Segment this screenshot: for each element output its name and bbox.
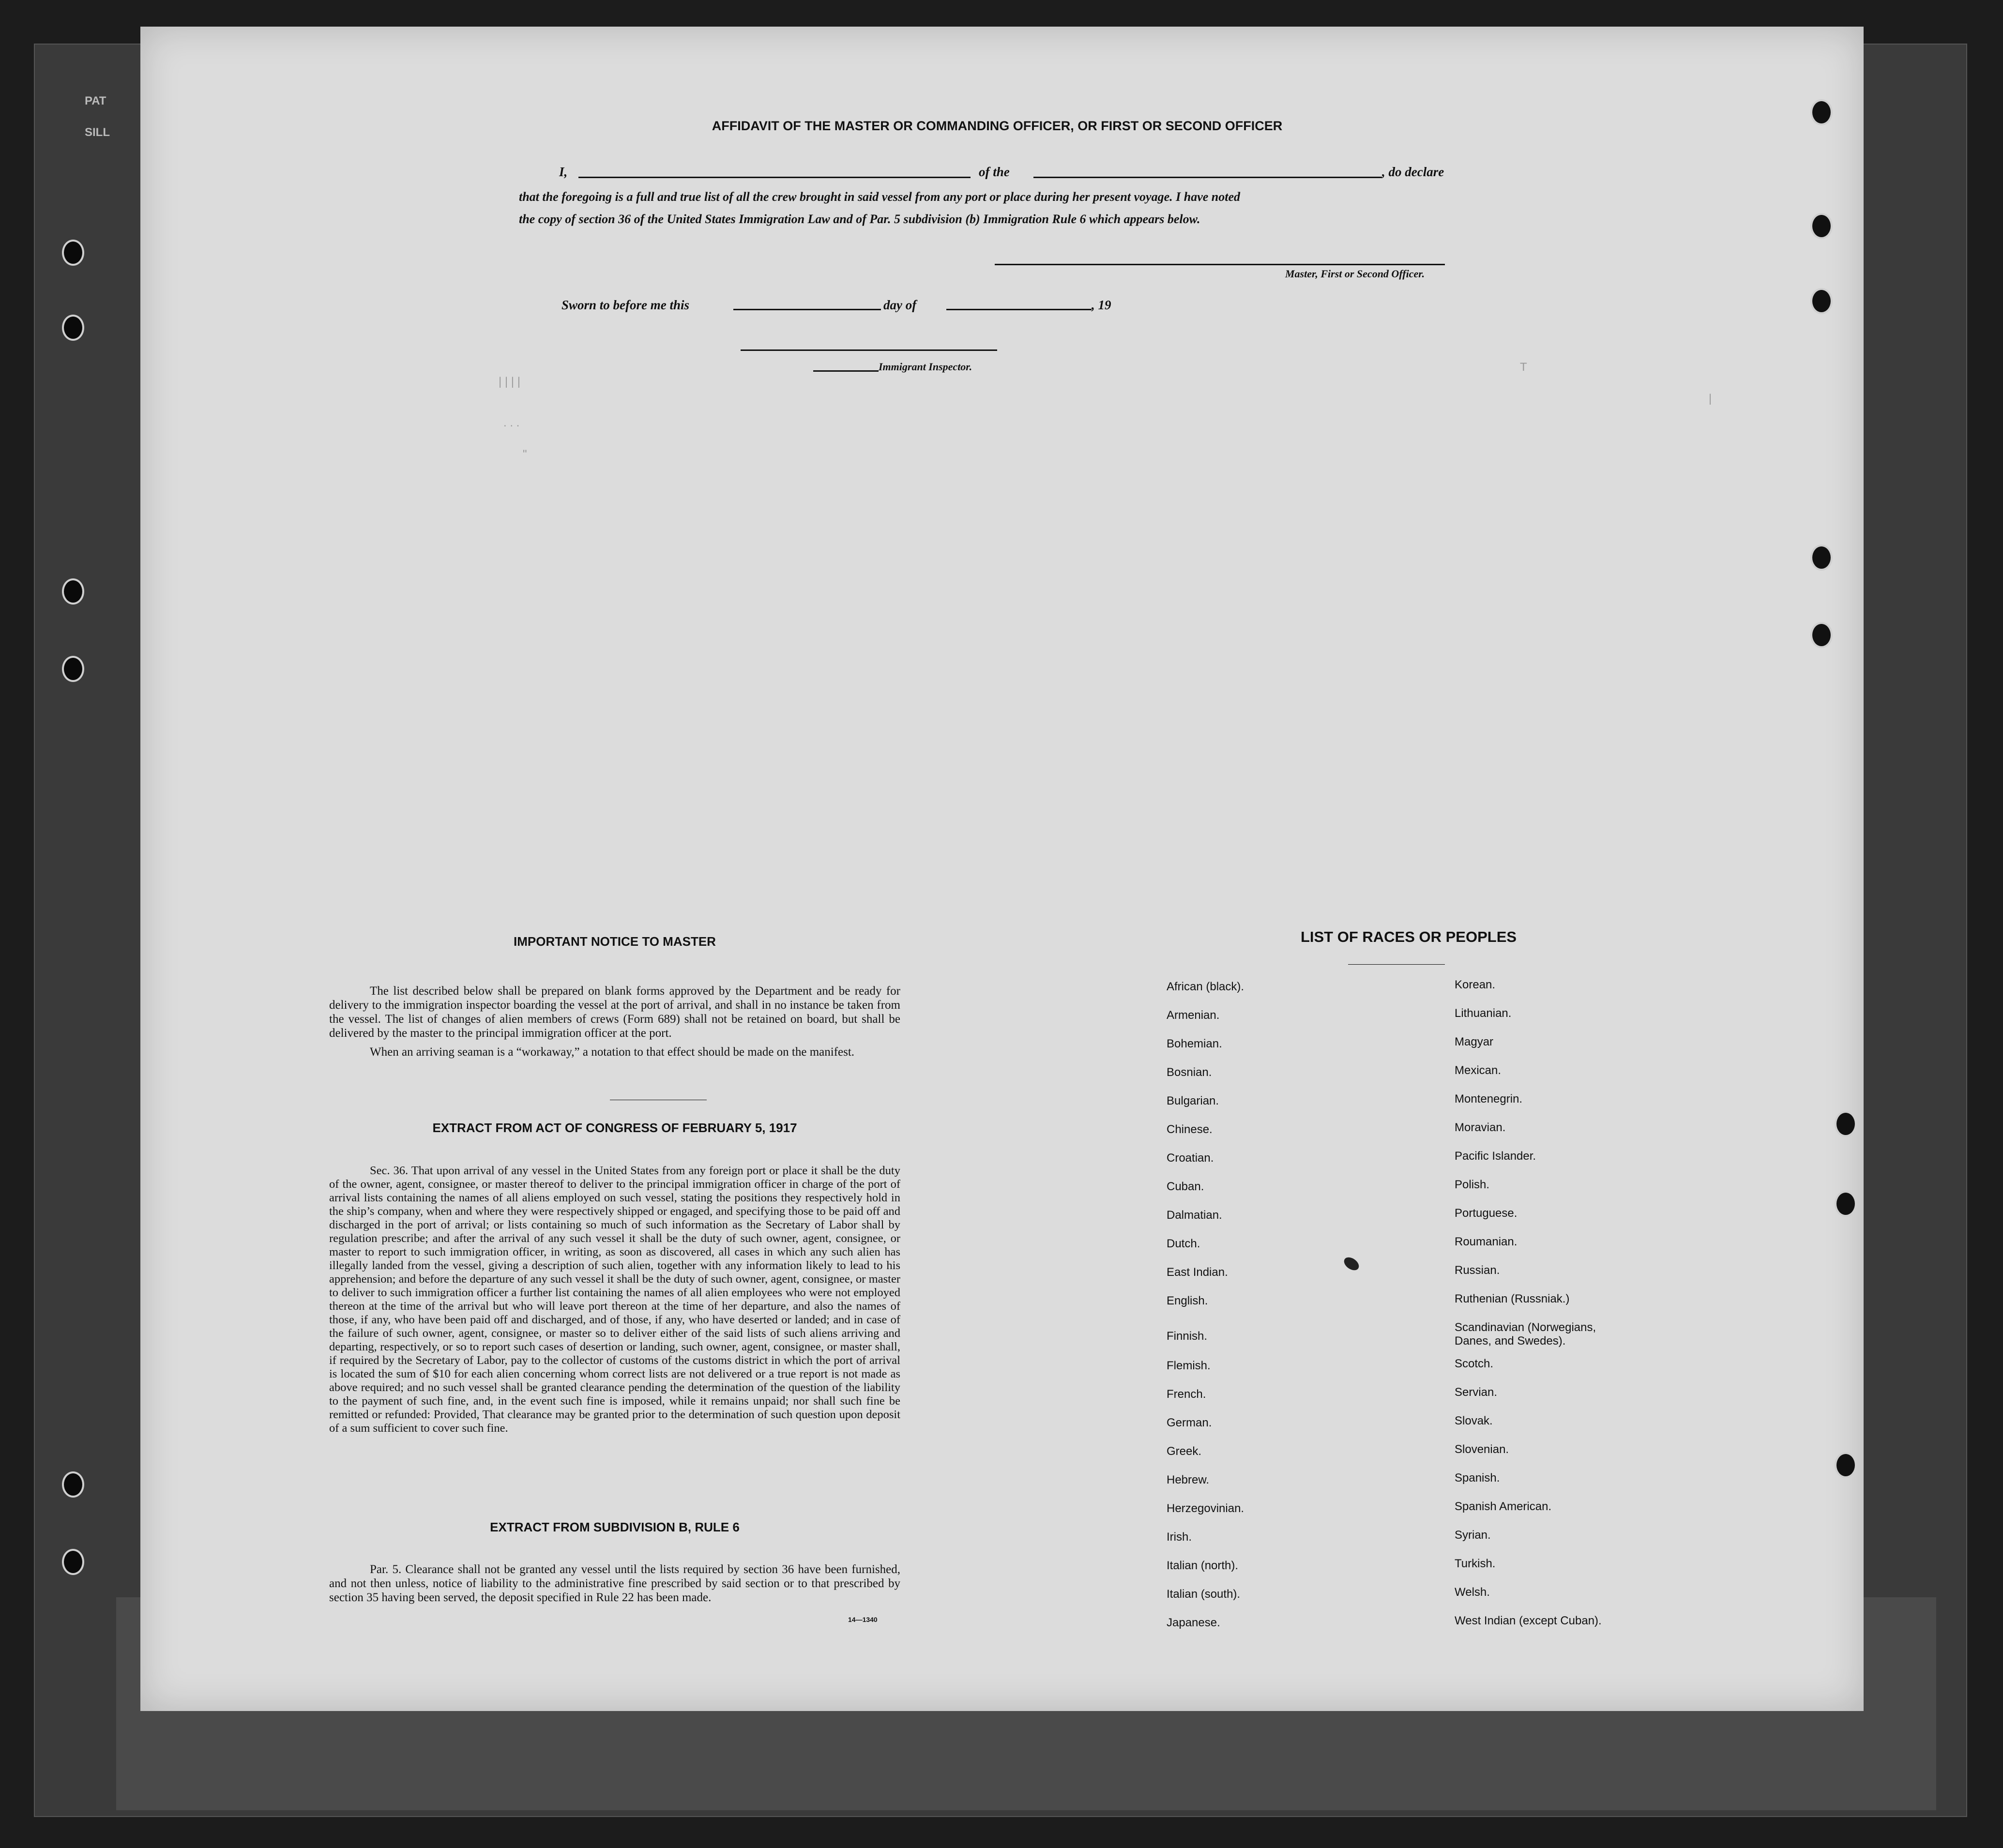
rule-extract-paragraph: Par. 5. Clearance shall not be granted any vessel until the lists required by section 36 have been furnished, and not then unless, notice of liability to the administrative fine prescribed by said section or to that prescribed by section 35 having been served, the deposit specified in Rule 22 has been made. (329, 1563, 900, 1604)
race-item: French. (1167, 1388, 1206, 1401)
race-item: Turkish. (1455, 1557, 1496, 1570)
form-number: 14—1340 (848, 1616, 878, 1623)
race-item: Pacific Islander. (1455, 1150, 1536, 1163)
race-item: Montenegrin. (1455, 1092, 1523, 1106)
race-item: Roumanian. (1455, 1235, 1517, 1248)
race-item: Ruthenian (Russniak.) (1455, 1292, 1570, 1305)
race-item: Herzegovinian. (1167, 1502, 1244, 1515)
binder-hole (62, 240, 84, 266)
binder-hole (62, 1549, 84, 1575)
ditto-mark: | (1709, 392, 1712, 405)
race-item: Flemish. (1167, 1359, 1211, 1372)
race-item: Polish. (1455, 1178, 1490, 1191)
notice-paragraph: The list described below shall be prepared on blank forms approved by the Department and be ready for delivery to the immigration inspector boarding the vessel at the port of arrival, and shall in no instance be taken from the vessel. The list of changes of alien members of crews (Form 689) shall not be retained on board, but shall be delivered by the master to the principal immigration officer at the port. (329, 985, 900, 1040)
affidavit-line-3: the copy of section 36 of the United States Immigration Law and of Par. 5 subdivision (b) Immigration Rule 6 which appears below. (519, 212, 1200, 226)
affidavit-name-line (578, 177, 971, 178)
punch-hole (1835, 1111, 1857, 1137)
race-item: Mexican. (1455, 1064, 1502, 1077)
race-item: Slovak. (1455, 1414, 1493, 1427)
races-right-column (1455, 978, 1755, 1643)
race-item: Russian. (1455, 1264, 1500, 1277)
sworn-month-line (946, 309, 1092, 310)
inspector-signature-line (741, 349, 997, 351)
race-item: Armenian. (1167, 1009, 1220, 1022)
race-item: Moravian. (1455, 1121, 1506, 1134)
ditto-mark: T (1520, 361, 1527, 374)
race-item: Hebrew. (1167, 1473, 1210, 1486)
race-item: Italian (north). (1167, 1559, 1239, 1572)
rule-extract-body (329, 1562, 900, 1605)
punch-hole (1810, 288, 1833, 314)
race-item: Korean. (1455, 978, 1496, 991)
punch-hole (1810, 545, 1833, 571)
affidavit-vessel-line (1033, 177, 1382, 178)
race-item: Servian. (1455, 1386, 1498, 1399)
inspector-label-line (813, 370, 879, 372)
race-item: Finnish. (1167, 1330, 1208, 1343)
race-item: Greek. (1167, 1445, 1202, 1458)
affidavit-of-the: of the (979, 165, 1010, 179)
notice-paragraph: When an arriving seaman is a “workaway,” a notation to that effect should be made on the manifest. (370, 1045, 855, 1059)
punch-hole (1810, 213, 1833, 239)
act-extract-body (329, 1164, 900, 1435)
punch-hole (1810, 622, 1833, 648)
race-item: Scandinavian (Norwegians, Danes, and Swedes). (1455, 1321, 1596, 1348)
binder-hole (62, 315, 84, 341)
punch-hole (1835, 1191, 1857, 1217)
race-item: Scotch. (1455, 1357, 1494, 1370)
affidavit-line-2: that the foregoing is a full and true list of all the crew brought in said vessel from any port or place during her present voyage. I have noted (519, 190, 1241, 204)
race-item: Dutch. (1167, 1237, 1200, 1250)
sworn-day-line (733, 309, 881, 310)
rule-extract-title: EXTRACT FROM SUBDIVISION B, RULE 6 (490, 1520, 740, 1534)
race-item: East Indian. (1167, 1266, 1228, 1279)
punch-hole (1835, 1452, 1857, 1478)
ditto-mark: . . . (503, 416, 520, 429)
inspector-label: Immigrant Inspector. (879, 361, 972, 373)
left-tab-mark-1: PAT (85, 94, 106, 107)
races-left-column (1167, 980, 1438, 1645)
race-item: Portuguese. (1455, 1207, 1517, 1220)
notice-title: IMPORTANT NOTICE TO MASTER (514, 934, 716, 949)
act-extract-paragraph: Sec. 36. That upon arrival of any vessel in the United States from any foreign port or place it shall be the duty of the owner, agent, consignee, or master thereof to deliver to the principal immigration officer in charge of the port of arrival lists containing the names of all aliens employed on such vessel, stating the positions they respectively hold in the ship’s company, when and where they were respectively shipped or engaged, and specifying those to be paid off and discharged in the port of arrival; or lists containing so much of such information as the Secretary of Labor shall by regulation prescribe; and after the arrival of any such vessel it shall be the duty of such owner, agent, consignee, or master to report to such immigration officer, in writing, as soon as discovered, all cases in which any such alien has illegally landed from the vessel, giving a description of such alien, together with any information likely to lead to his apprehension; and before the departure of any such vessel it shall be the duty of such owner, agent, consignee, or master to deliver to such immigration officer a further list containing the names of all alien employees who were not employed thereon at the time of the arrival but who will leave port thereon at the time of her departure, and also the names of those, if any, who have been paid off and discharged, and of those, if any, who have deserted or landed; and in case of the failure of such owner, agent, consignee, or master so to deliver either of the said lists of such aliens arriving and departing, respectively, or so to report such cases of desertion or landing, such owner, agent, consignee, or master shall, if required by the Secretary of Labor, pay to the collector of customs of the customs district in which the port of arrival is located the sum of $10 for each alien concerning whom correct lists are not delivered or a true report is not made as above required; and no such vessel shall be granted clearance pending the determination of the question of the liability to the payment of such fine, and, in the event such fine is imposed, while it remains unpaid; nor shall such fine be remitted or refunded: Provided, That clearance may be granted prior to the determination of such question upon deposit of a sum sufficient to cover such fine. (329, 1164, 900, 1435)
race-item: West Indian (except Cuban). (1455, 1614, 1602, 1627)
notice-body (329, 984, 900, 1059)
race-item: Slovenian. (1455, 1443, 1509, 1456)
sworn-day-of: day of (883, 298, 917, 312)
signature-label: Master, First or Second Officer. (1285, 268, 1425, 280)
race-item: Lithuanian. (1455, 1007, 1512, 1020)
race-item: English. (1167, 1294, 1208, 1307)
affidavit-do-declare: , do declare (1382, 165, 1444, 179)
race-item: Irish. (1167, 1530, 1192, 1544)
race-item: Magyar (1455, 1035, 1494, 1048)
race-item: Bulgarian. (1167, 1094, 1219, 1107)
race-item: Syrian. (1455, 1529, 1491, 1542)
race-item: Cuban. (1167, 1180, 1204, 1193)
punch-hole (1810, 99, 1833, 125)
sworn-prefix: Sworn to before me this (561, 298, 690, 312)
race-item: Welsh. (1455, 1586, 1490, 1599)
race-item: Bosnian. (1167, 1066, 1212, 1079)
race-item: Bohemian. (1167, 1037, 1222, 1050)
affidavit-i: I, (559, 165, 568, 179)
race-item: Chinese. (1167, 1123, 1213, 1136)
act-extract-title: EXTRACT FROM ACT OF CONGRESS OF FEBRUARY 5, 1917 (432, 1121, 797, 1135)
binder-hole (62, 656, 84, 682)
race-item: Italian (south). (1167, 1588, 1241, 1601)
races-title: LIST OF RACES OR PEOPLES (1300, 928, 1517, 945)
race-item: German. (1167, 1416, 1212, 1429)
ditto-mark: | | | | (499, 375, 520, 388)
binder-hole (62, 1471, 84, 1498)
race-item: Spanish American. (1455, 1500, 1552, 1513)
signature-line (995, 264, 1445, 265)
race-item: Croatian. (1167, 1151, 1214, 1165)
binder-hole (62, 578, 84, 605)
sworn-year: , 19 (1092, 298, 1111, 312)
race-item: Spanish. (1455, 1471, 1500, 1484)
race-item: Dalmatian. (1167, 1209, 1222, 1222)
race-item: Japanese. (1167, 1616, 1220, 1629)
ditto-mark: " (523, 448, 527, 461)
affidavit-title: AFFIDAVIT OF THE MASTER OR COMMANDING OFFICER, OR FIRST OR SECOND OFFICER (712, 119, 1283, 133)
left-tab-mark-2: SILL (85, 126, 110, 139)
race-item: African (black). (1167, 980, 1244, 993)
divider (1348, 964, 1445, 965)
